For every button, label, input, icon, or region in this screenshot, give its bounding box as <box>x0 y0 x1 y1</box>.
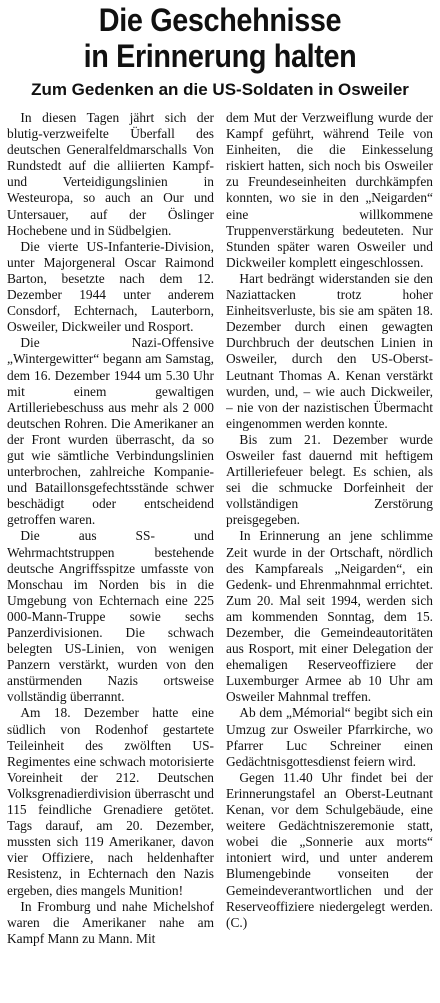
paragraph: Am 18. Dezember hatte eine südlich von Rodenhof gestartete Teileinheit des zwölften US-Regimentes eine schwach motorisierte Voreinheit der 212. Deutschen Volksgrenadierdivision überrascht und 115 feindliche Grenadiere getötet. Tags darauf, am 20. Dezember, mussten sich 119 Amerikaner, davon vier Offiziere, nach heldenhafter Resistenz, in Echternach den Nazis ergeben, dies mangels Munition! <box>7 705 214 898</box>
article-headline <box>28 0 411 74</box>
headline-line-2: in Erinnerung halten <box>83 38 357 74</box>
article-subheadline: Zum Gedenken an die US-Soldaten in Osweiler <box>31 80 409 99</box>
article-body <box>7 110 433 947</box>
article-column-right <box>226 110 433 947</box>
paragraph: Die Nazi-Offensive „Wintergewitter“ begann am Samstag, dem 16. Dezember 1944 um 5.30 Uhr mit einem gewaltigen Artilleriebeschuss aus mehr als 2 000 deutschen Rohren. Die Amerikaner an der Front wurden überrascht, da so gut wie sämtliche Verbindungslinien unterbrochen, zahlreiche Kompanie- und Bataillonsgefechtsstände schwer beschädigt oder entscheidend getroffen waren. <box>7 335 214 528</box>
paragraph: In diesen Tagen jährt sich der blutig-verzweifelte Überfall des deutschen Generalfeldmarschalls Von Rundstedt auf die alliierten Kampf- und Verteidigungslinien in Westeuropa, so auch an Our und Untersauer, auf der Öslinger Hochebene und in Südbelgien. <box>7 110 214 238</box>
paragraph: In Fromburg und nahe Michelshof waren die Amerikaner nahe am Kampf Mann zu Mann. Mit <box>7 898 214 946</box>
paragraph: Die aus SS- und Wehrmachtstruppen bestehende deutsche Angriffsspitze umfasste von Monschau im Norden bis in die Umgebung von Echternach eine 225 000-Mann-Truppe sowie sechs Panzerdivisionen. Die schwach belegten US-Linien, von wenigen Panzern verstärkt, wurden von den anstürmenden Nazis ortsweise vollständig überrannt. <box>7 528 214 705</box>
paragraph: Ab dem „Mémorial“ begibt sich ein Umzug zur Osweiler Pfarrkirche, wo Pfarrer Luc Schreiner einen Gedächtnisgottesdienst feiern wird. <box>226 705 433 769</box>
paragraph: dem Mut der Verzweiflung wurde der Kampf geführt, während Teile von Einheiten, die die Einkesselung riskiert hatten, sich noch bis Osweiler zu Freundeseinheiten durchkämpfen konnten, wo sie in den „Neigarden“ eine willkommene Truppenverstärkung bedeuteten. Nur Stunden später waren Osweiler und Dickweiler komplett eingeschlossen. <box>226 110 433 270</box>
headline-line-1: Die Geschehnisse <box>98 2 342 38</box>
paragraph: Bis zum 21. Dezember wurde Osweiler fast dauernd mit heftigem Artilleriefeuer belegt. Es schien, als sei die schmucke Dorfeinheit der vollständigen Zerstörung preisgegeben. <box>226 431 433 528</box>
article-column-left <box>7 110 214 947</box>
paragraph: In Erinnerung an jene schlimme Zeit wurde in der Ortschaft, nördlich des Kampfareals „Neigarden“, ein Gedenk- und Ehrenmahnmal errichtet. Zum 20. Mal seit 1994, werden sich am kommenden Sonntag, dem 15. Dezember, die Gemeindeautoritäten aus Rosport, mit einer Delegation der ehemaligen Reserveoffiziere der Luxemburger Armee ab 10 Uhr am Osweiler Mahnmal treffen. <box>226 528 433 705</box>
paragraph: Die vierte US-Infanterie-Division, unter Majorgeneral Oscar Raimond Barton, besetzte nach dem 12. Dezember 1944 unter anderem Consdorf, Echternach, Lauterborn, Osweiler, Dickweiler und Rosport. <box>7 238 214 335</box>
paragraph: Hart bedrängt widerstanden sie den Naziattacken trotz hoher Einheitsverluste, bis sie am späten 18. Dezember durch einen gewagten Durchbruch der deutschen Linien in Osweiler, durch den US-Oberst-Leutnant Thomas A. Kenan verstärkt wurden, und, – wie auch Dickweiler, – nie von der nazistischen Übermacht eingenommen werden konnte. <box>226 270 433 431</box>
paragraph: Gegen 11.40 Uhr findet bei der Erinnerungstafel an Oberst-Leutnant Kenan, vor dem Schulgebäude, eine weitere Gedächtniszeremonie statt, wobei die „Sonnerie aux morts“ intoniert wird, und unter anderem Blumengebinde vonseiten der Gemeindeverantwortlichen und der Reserveoffiziere niedergelegt werden. (C.) <box>226 769 433 930</box>
